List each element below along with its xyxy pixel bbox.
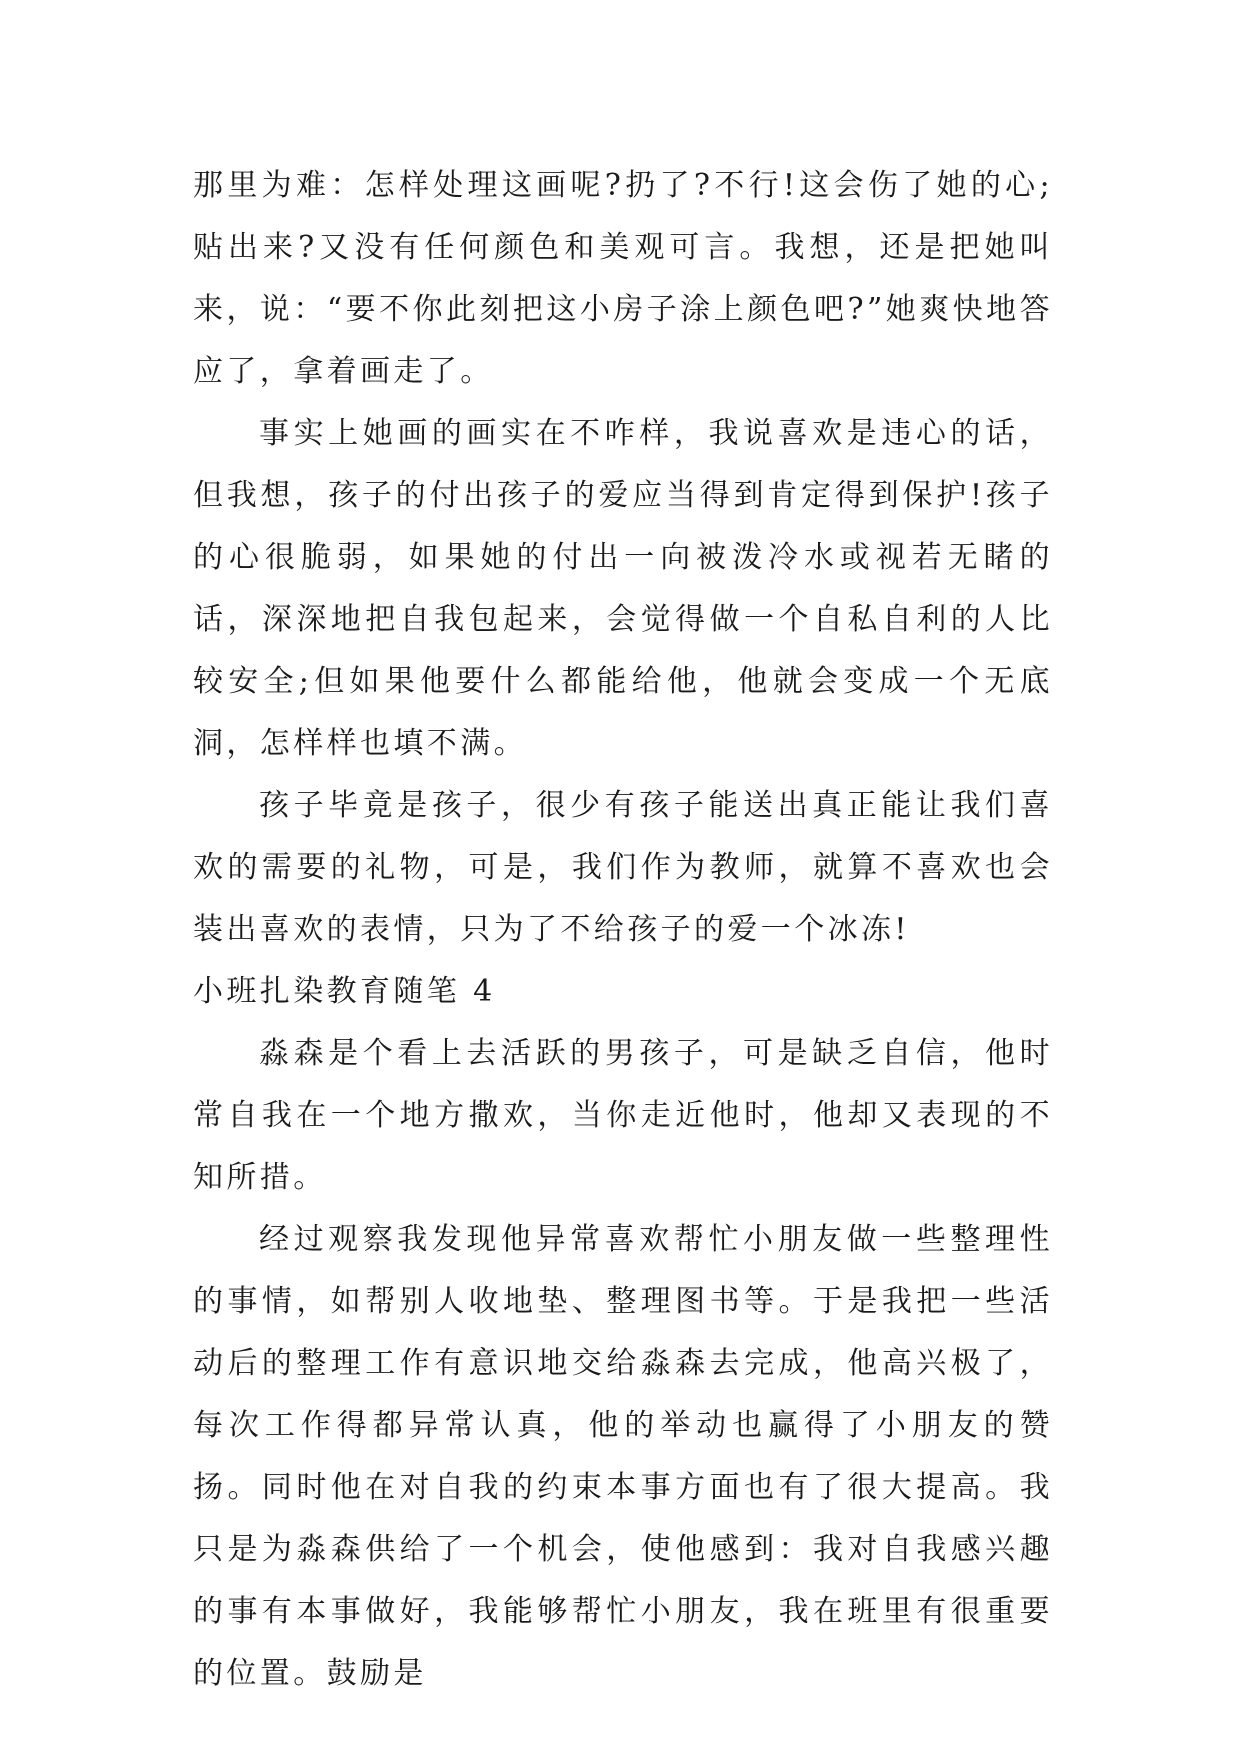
document-body — [193, 155, 1053, 1705]
paragraph-continued: 那里为难：怎样处理这画呢?扔了?不行!这会伤了她的心;贴出来?又没有任何颜色和美观可言。我想，还是把她叫来，说：“要不你此刻把这小房子涂上颜色吧?”她爽快地答应了，拿着画走了。 — [193, 168, 1053, 389]
paragraph: 事实上她画的画实在不咋样，我说喜欢是违心的话，但我想，孩子的付出孩子的爱应当得到肯定得到保护!孩子的心很脆弱，如果她的付出一向被泼冷水或视若无睹的话，深深地把自我包起来，会觉得做一个自私自利的人比较安全;但如果他要什么都能给他，他就会变成一个无底洞，怎样样也填不满。 — [193, 416, 1053, 761]
paragraph: 经过观察我发现他异常喜欢帮忙小朋友做一些整理性的事情，如帮别人收地垫、整理图书等。于是我把一些活动后的整理工作有意识地交给淼森去完成，他高兴极了，每次工作得都异常认真，他的举动也赢得了小朋友的赞扬。同时他在对自我的约束本事方面也有了很大提高。我只是为淼森供给了一个机会，使他感到：我对自我感兴趣的事有本事做好，我能够帮忙小朋友，我在班里有很重要的位置。鼓励是 — [193, 1222, 1053, 1691]
paragraph: 孩子毕竟是孩子，很少有孩子能送出真正能让我们喜欢的需要的礼物，可是，我们作为教师，就算不喜欢也会装出喜欢的表情，只为了不给孩子的爱一个冰冻! — [193, 788, 1053, 947]
section-heading: 小班扎染教育随笔 4 — [193, 974, 496, 1009]
paragraph: 淼森是个看上去活跃的男孩子，可是缺乏自信，他时常自我在一个地方撒欢，当你走近他时，他却又表现的不知所措。 — [193, 1036, 1053, 1195]
